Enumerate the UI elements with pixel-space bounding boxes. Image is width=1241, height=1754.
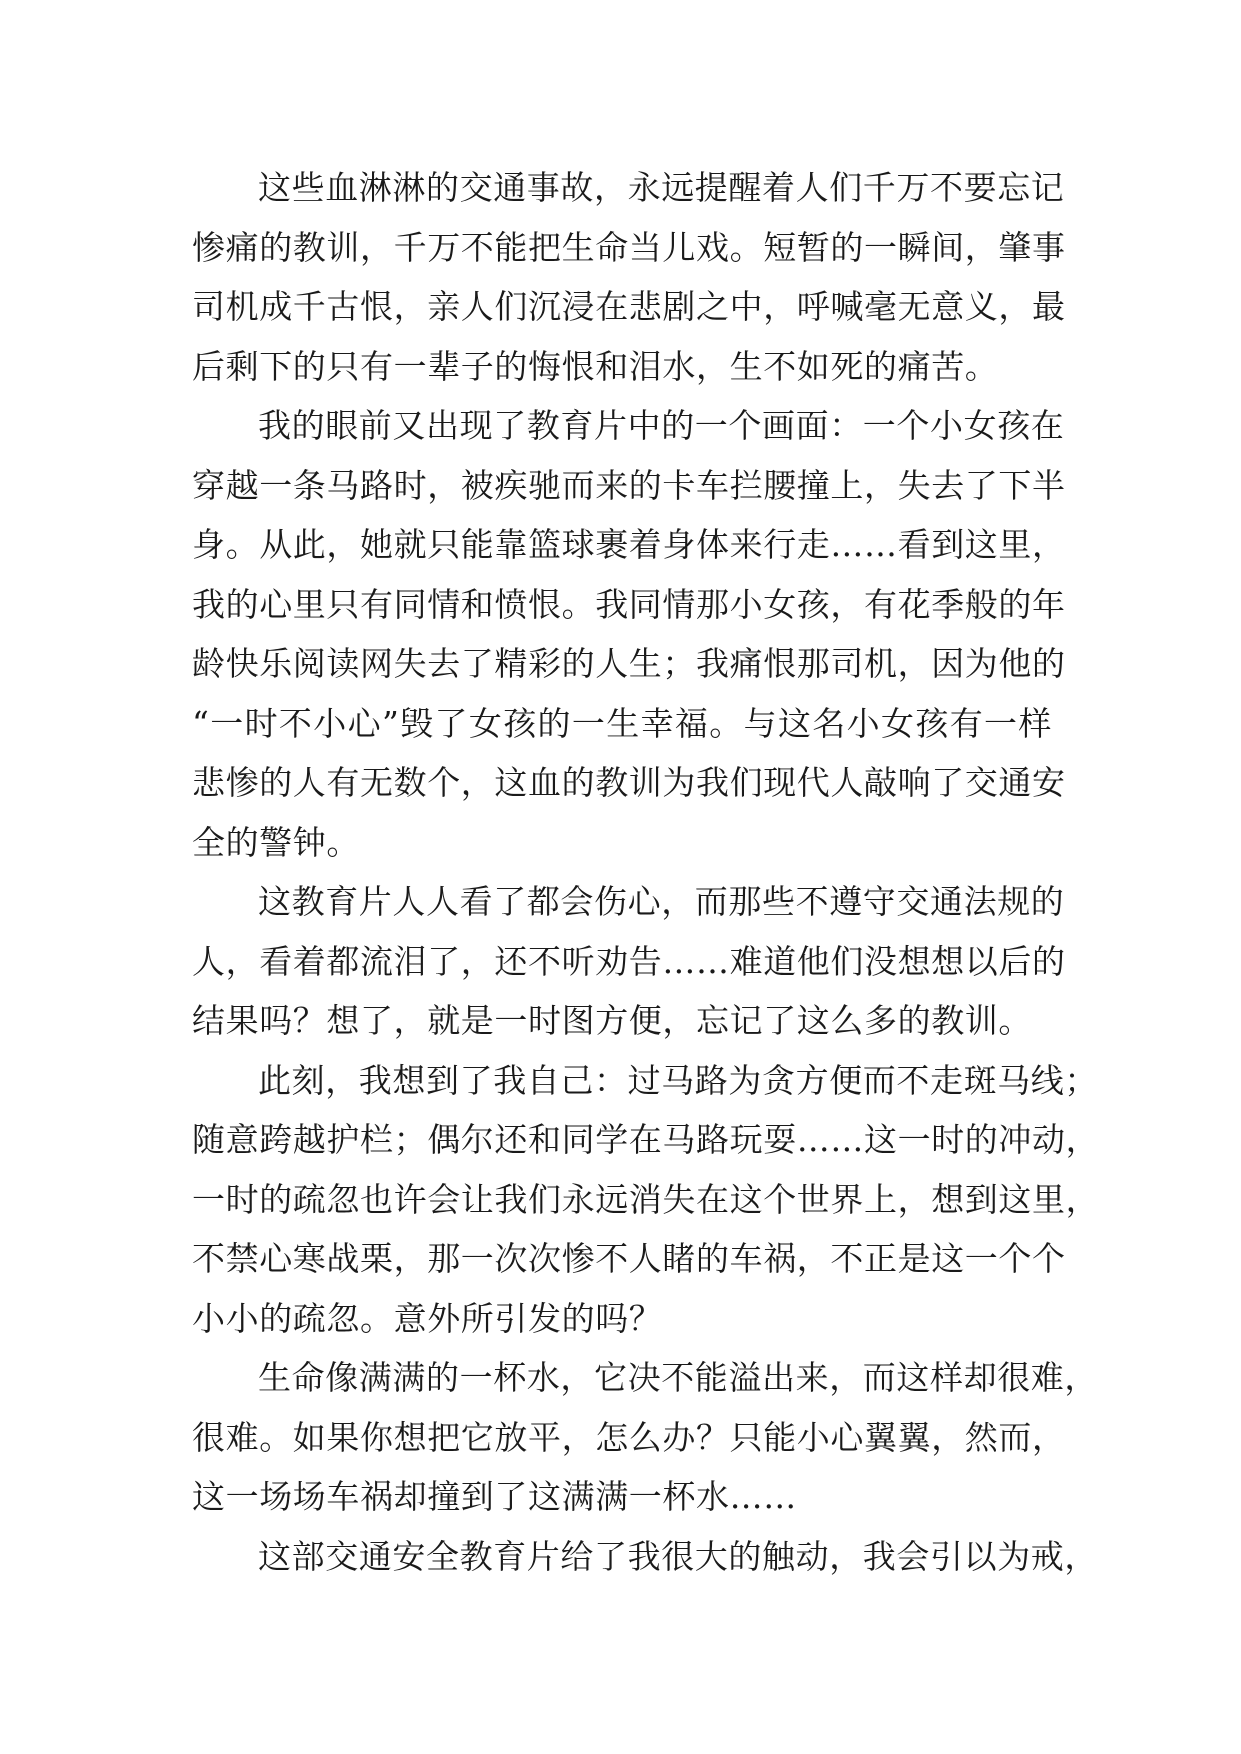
paragraph-3	[192, 872, 1066, 1051]
paragraph-4	[192, 1051, 1100, 1349]
paragraph-5	[192, 1348, 1098, 1527]
text-line: 悲惨的人有无数个，这血的教训为我们现代人敲响了交通安	[192, 763, 1066, 802]
paragraph-2	[192, 396, 1066, 872]
text-line: 穿越一条马路时，被疾驰而来的卡车拦腰撞上，失去了下半	[192, 465, 1066, 505]
text-line: 此刻，我想到了我自己：过马路为贪方便而不走斑马线；	[258, 1060, 1098, 1100]
text-line: 这教育片人人看了都会伤心，而那些不遵守交通法规的	[258, 882, 1065, 921]
text-line: 小小的疏忽。意外所引发的吗？	[192, 1298, 663, 1338]
text-line: 人，看着都流泪了，还不听劝告……难道他们没想想以后的	[192, 941, 1066, 981]
text-line: 不禁心寒战栗，那一次次惨不人睹的车祸，不正是这一个个	[192, 1239, 1066, 1278]
essay-body	[192, 158, 1100, 1586]
text-line: 我的心里只有同情和愤恨。我同情那小女孩，有花季般的年	[192, 584, 1066, 624]
text-line: 一时的疏忽也许会让我们永远消失在这个世界上，想到这里，	[192, 1179, 1100, 1219]
text-line: 惨痛的教训，千万不能把生命当儿戏。短暂的一瞬间，肇事	[192, 227, 1066, 267]
text-line: 司机成千古恨，亲人们沉浸在悲剧之中，呼喊毫无意义，最	[192, 287, 1066, 326]
text-line: 很难。如果你想把它放平，怎么办？只能小心翼翼，然而，	[192, 1417, 1066, 1457]
paragraph-1	[192, 158, 1066, 396]
text-line: 这些血淋淋的交通事故，永远提醒着人们千万不要忘记	[258, 168, 1065, 207]
text-line: 生命像满满的一杯水，它决不能溢出来，而这样却很难，	[258, 1358, 1098, 1397]
text-line: 随意跨越护栏；偶尔还和同学在马路玩耍……这一时的冲动，	[192, 1120, 1100, 1159]
text-line: 后剩下的只有一辈子的悔恨和泪水，生不如死的痛苦。	[192, 346, 999, 386]
text-line: 身。从此，她就只能靠篮球裹着身体来行走……看到这里，	[192, 525, 1066, 564]
text-line: 我的眼前又出现了教育片中的一个画面：一个小女孩在	[258, 406, 1065, 445]
text-line: 全的警钟。	[192, 822, 360, 862]
text-line: 龄快乐阅读网失去了精彩的人生；我痛恨那司机，因为他的	[192, 644, 1066, 683]
text-line: 这部交通安全教育片给了我很大的触动，我会引以为戒，	[258, 1536, 1098, 1576]
text-line: 这一场场车祸却撞到了这满满一杯水……	[192, 1477, 797, 1516]
text-line: 结果吗？想了，就是一时图方便，忘记了这么多的教训。	[192, 1001, 1032, 1040]
paragraph-6	[192, 1527, 1098, 1587]
text-line: “一时不小心”毁了女孩的一生幸福。与这名小女孩有一样	[192, 703, 1052, 743]
